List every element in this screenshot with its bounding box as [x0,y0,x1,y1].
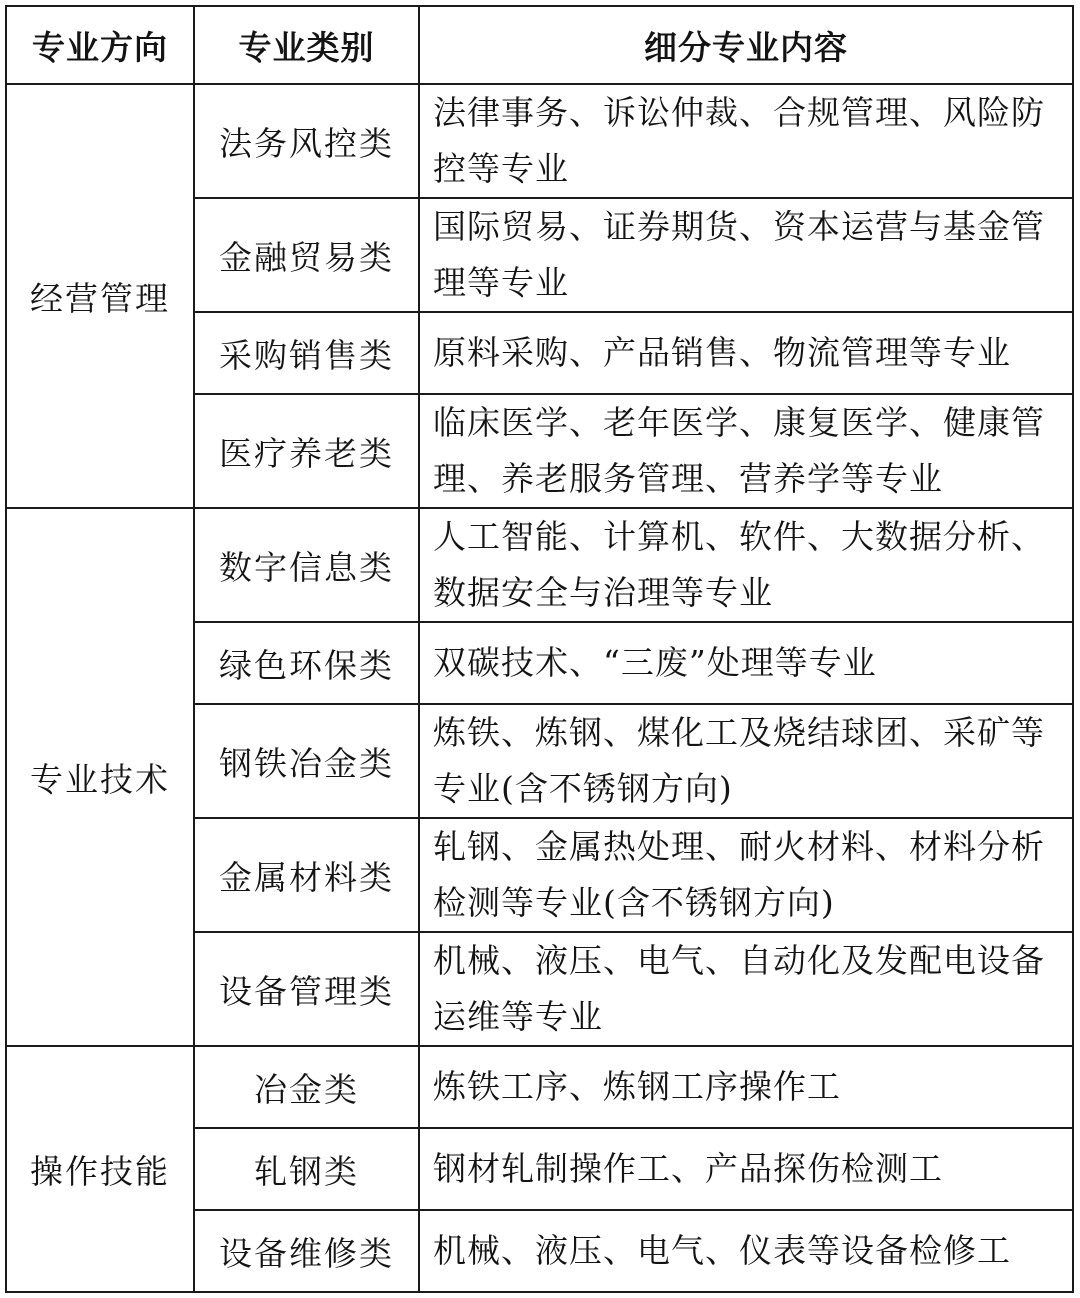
category-cell: 医疗养老类 [194,394,419,508]
detail-cell: 双碳技术、“三废”处理等专业 [419,622,1073,704]
header-category: 专业类别 [194,6,419,84]
table-row [6,1046,1073,1128]
detail-cell: 轧钢、金属热处理、耐火材料、材料分析检测等专业(含不锈钢方向) [419,818,1073,932]
detail-cell: 钢材轧制操作工、产品探伤检测工 [419,1128,1073,1210]
detail-cell: 原料采购、产品销售、物流管理等专业 [419,312,1073,394]
header-direction: 专业方向 [6,6,194,84]
category-cell: 法务风控类 [194,84,419,198]
category-cell: 冶金类 [194,1046,419,1128]
detail-cell: 临床医学、老年医学、康复医学、健康管理、养老服务管理、营养学等专业 [419,394,1073,508]
detail-cell: 人工智能、计算机、软件、大数据分析、数据安全与治理等专业 [419,508,1073,622]
table-row [6,84,1073,198]
table-row [6,508,1073,622]
category-cell: 金属材料类 [194,818,419,932]
category-cell: 设备维修类 [194,1210,419,1292]
category-cell: 轧钢类 [194,1128,419,1210]
detail-cell: 炼铁、炼钢、煤化工及烧结球团、采矿等专业(含不锈钢方向) [419,704,1073,818]
direction-cell: 经营管理 [6,84,194,508]
direction-cell: 专业技术 [6,508,194,1046]
category-cell: 数字信息类 [194,508,419,622]
header-detail: 细分专业内容 [419,6,1073,84]
category-cell: 金融贸易类 [194,198,419,312]
category-cell: 设备管理类 [194,932,419,1046]
category-cell: 采购销售类 [194,312,419,394]
specialty-table [5,5,1074,1293]
detail-cell: 机械、液压、电气、自动化及发配电设备运维等专业 [419,932,1073,1046]
category-cell: 绿色环保类 [194,622,419,704]
category-cell: 钢铁冶金类 [194,704,419,818]
header-row [6,6,1073,84]
detail-cell: 机械、液压、电气、仪表等设备检修工 [419,1210,1073,1292]
detail-cell: 国际贸易、证券期货、资本运营与基金管理等专业 [419,198,1073,312]
detail-cell: 炼铁工序、炼钢工序操作工 [419,1046,1073,1128]
direction-cell: 操作技能 [6,1046,194,1292]
detail-cell: 法律事务、诉讼仲裁、合规管理、风险防控等专业 [419,84,1073,198]
